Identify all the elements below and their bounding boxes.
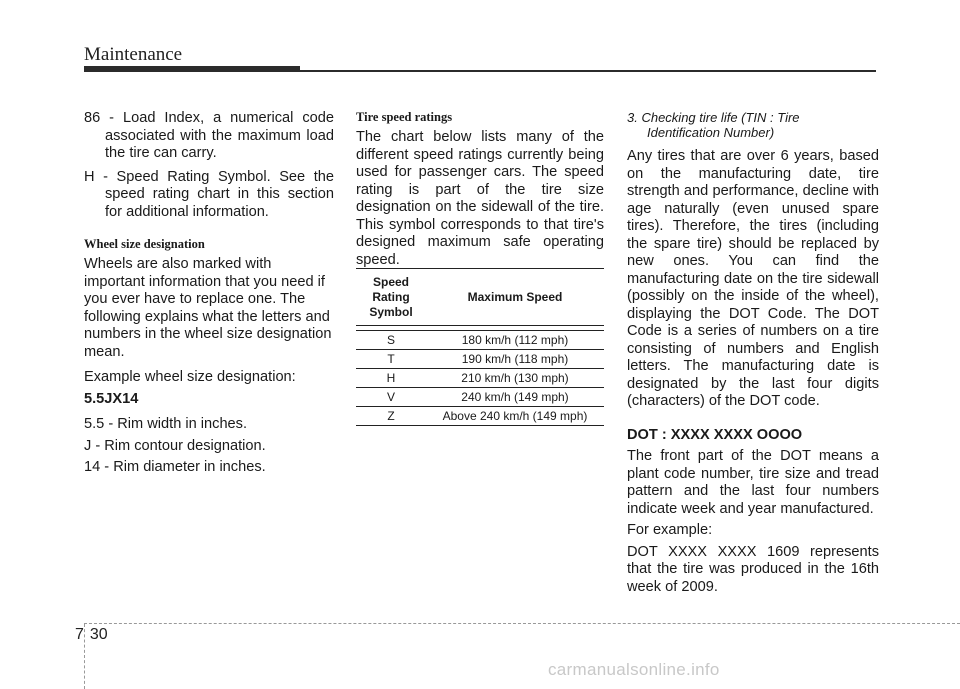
footer-divider (84, 623, 960, 625)
table-row (356, 388, 604, 407)
speed-rating-table (356, 268, 604, 426)
tire-age-paragraph: Any tires that are over 6 years, based on the manufacturing date, tire strength and performance, decline with age naturally (even unused spare tires). Therefore, the tires (including the spare tire) should be replaced by new ones. You can find the manufacturing date on the tire sidewall (possibly on the inside of the wheel), displaying the DOT Code. The DOT Code is a series of numbers on a tire consisting of numbers and English letters. The manufacturing date is designated by the last four digits (characters) of the DOT code. (627, 148, 879, 409)
table-row (356, 350, 604, 369)
column-right (627, 110, 879, 596)
example-label: Example wheel size designation: (84, 369, 296, 385)
chapter-number: 7 (75, 626, 84, 643)
rating-symbol-cell: T (356, 350, 426, 369)
rating-symbol-cell: S (356, 331, 426, 350)
page-header-title: Maintenance (84, 44, 183, 65)
for-example-label: For example: (627, 522, 713, 538)
table-row (356, 407, 604, 426)
rim-width-line: 5.5 - Rim width in inches. (84, 416, 248, 432)
header-speed-rating-symbol: Speed Rating Symbol (356, 269, 426, 326)
rating-symbol-cell: Z (356, 407, 426, 426)
rating-symbol-cell: V (356, 388, 426, 407)
column-left (84, 110, 334, 477)
max-speed-cell: 190 km/h (118 mph) (426, 350, 604, 369)
tire-speed-body: The chart below lists many of the different speed ratings currently being used for passenger cars. The speed rating is part of the tire size designation on the sidewall of the tire. This symbol corresponds to that tire's designed maximum safe operating speed. (356, 129, 604, 268)
rating-symbol-cell: H (356, 369, 426, 388)
tin-section-heading (627, 110, 879, 140)
max-speed-cell: 180 km/h (112 mph) (426, 331, 604, 350)
table-row (356, 369, 604, 388)
rim-diameter-line: 14 - Rim diameter in inches. (84, 459, 266, 475)
header-rule-thick (84, 66, 300, 72)
header-maximum-speed: Maximum Speed (426, 269, 604, 326)
wheel-size-heading: Wheel size designation (84, 237, 205, 251)
example-value: 5.5JX14 (84, 390, 139, 407)
tin-heading-line1: 3. Checking tire life (TIN : Tire (627, 110, 800, 125)
header-rule-thin (300, 70, 876, 72)
speed-symbol-item: H - Speed Rating Symbol. See the speed rating chart in this section for additional information. (84, 168, 334, 220)
watermark: carmanualsonline.info (548, 660, 720, 679)
wheel-size-body: Wheels are also marked with important information that you need if you ever have to replace one. The following explains what the letters and numbers in the wheel size designation mean. (84, 256, 332, 360)
table-row (356, 331, 604, 350)
page-number-value: 30 (89, 626, 108, 643)
load-index-item: 86 - Load Index, a numerical code associated with the maximum load the tire can carry. (84, 110, 334, 161)
dot-example-paragraph: DOT XXXX XXXX 1609 represents that the tire was produced in the 16th week of 2009. (627, 543, 879, 595)
dot-code-format: DOT : XXXX XXXX OOOO (627, 426, 803, 443)
max-speed-cell: 210 km/h (130 mph) (426, 369, 604, 388)
column-middle (356, 110, 604, 269)
max-speed-cell: Above 240 km/h (149 mph) (426, 407, 604, 426)
tire-speed-heading: Tire speed ratings (356, 110, 453, 124)
page-number (75, 626, 108, 644)
rim-contour-line: J - Rim contour designation. (84, 437, 266, 454)
dot-meaning-paragraph: The front part of the DOT means a plant code number, tire size and tread pattern and the last four numbers indicate week and year manufactured. (627, 448, 879, 517)
max-speed-cell: 240 km/h (149 mph) (426, 388, 604, 407)
speed-table-header-row (356, 269, 604, 326)
tin-heading-line2: Identification Number) (647, 125, 775, 140)
